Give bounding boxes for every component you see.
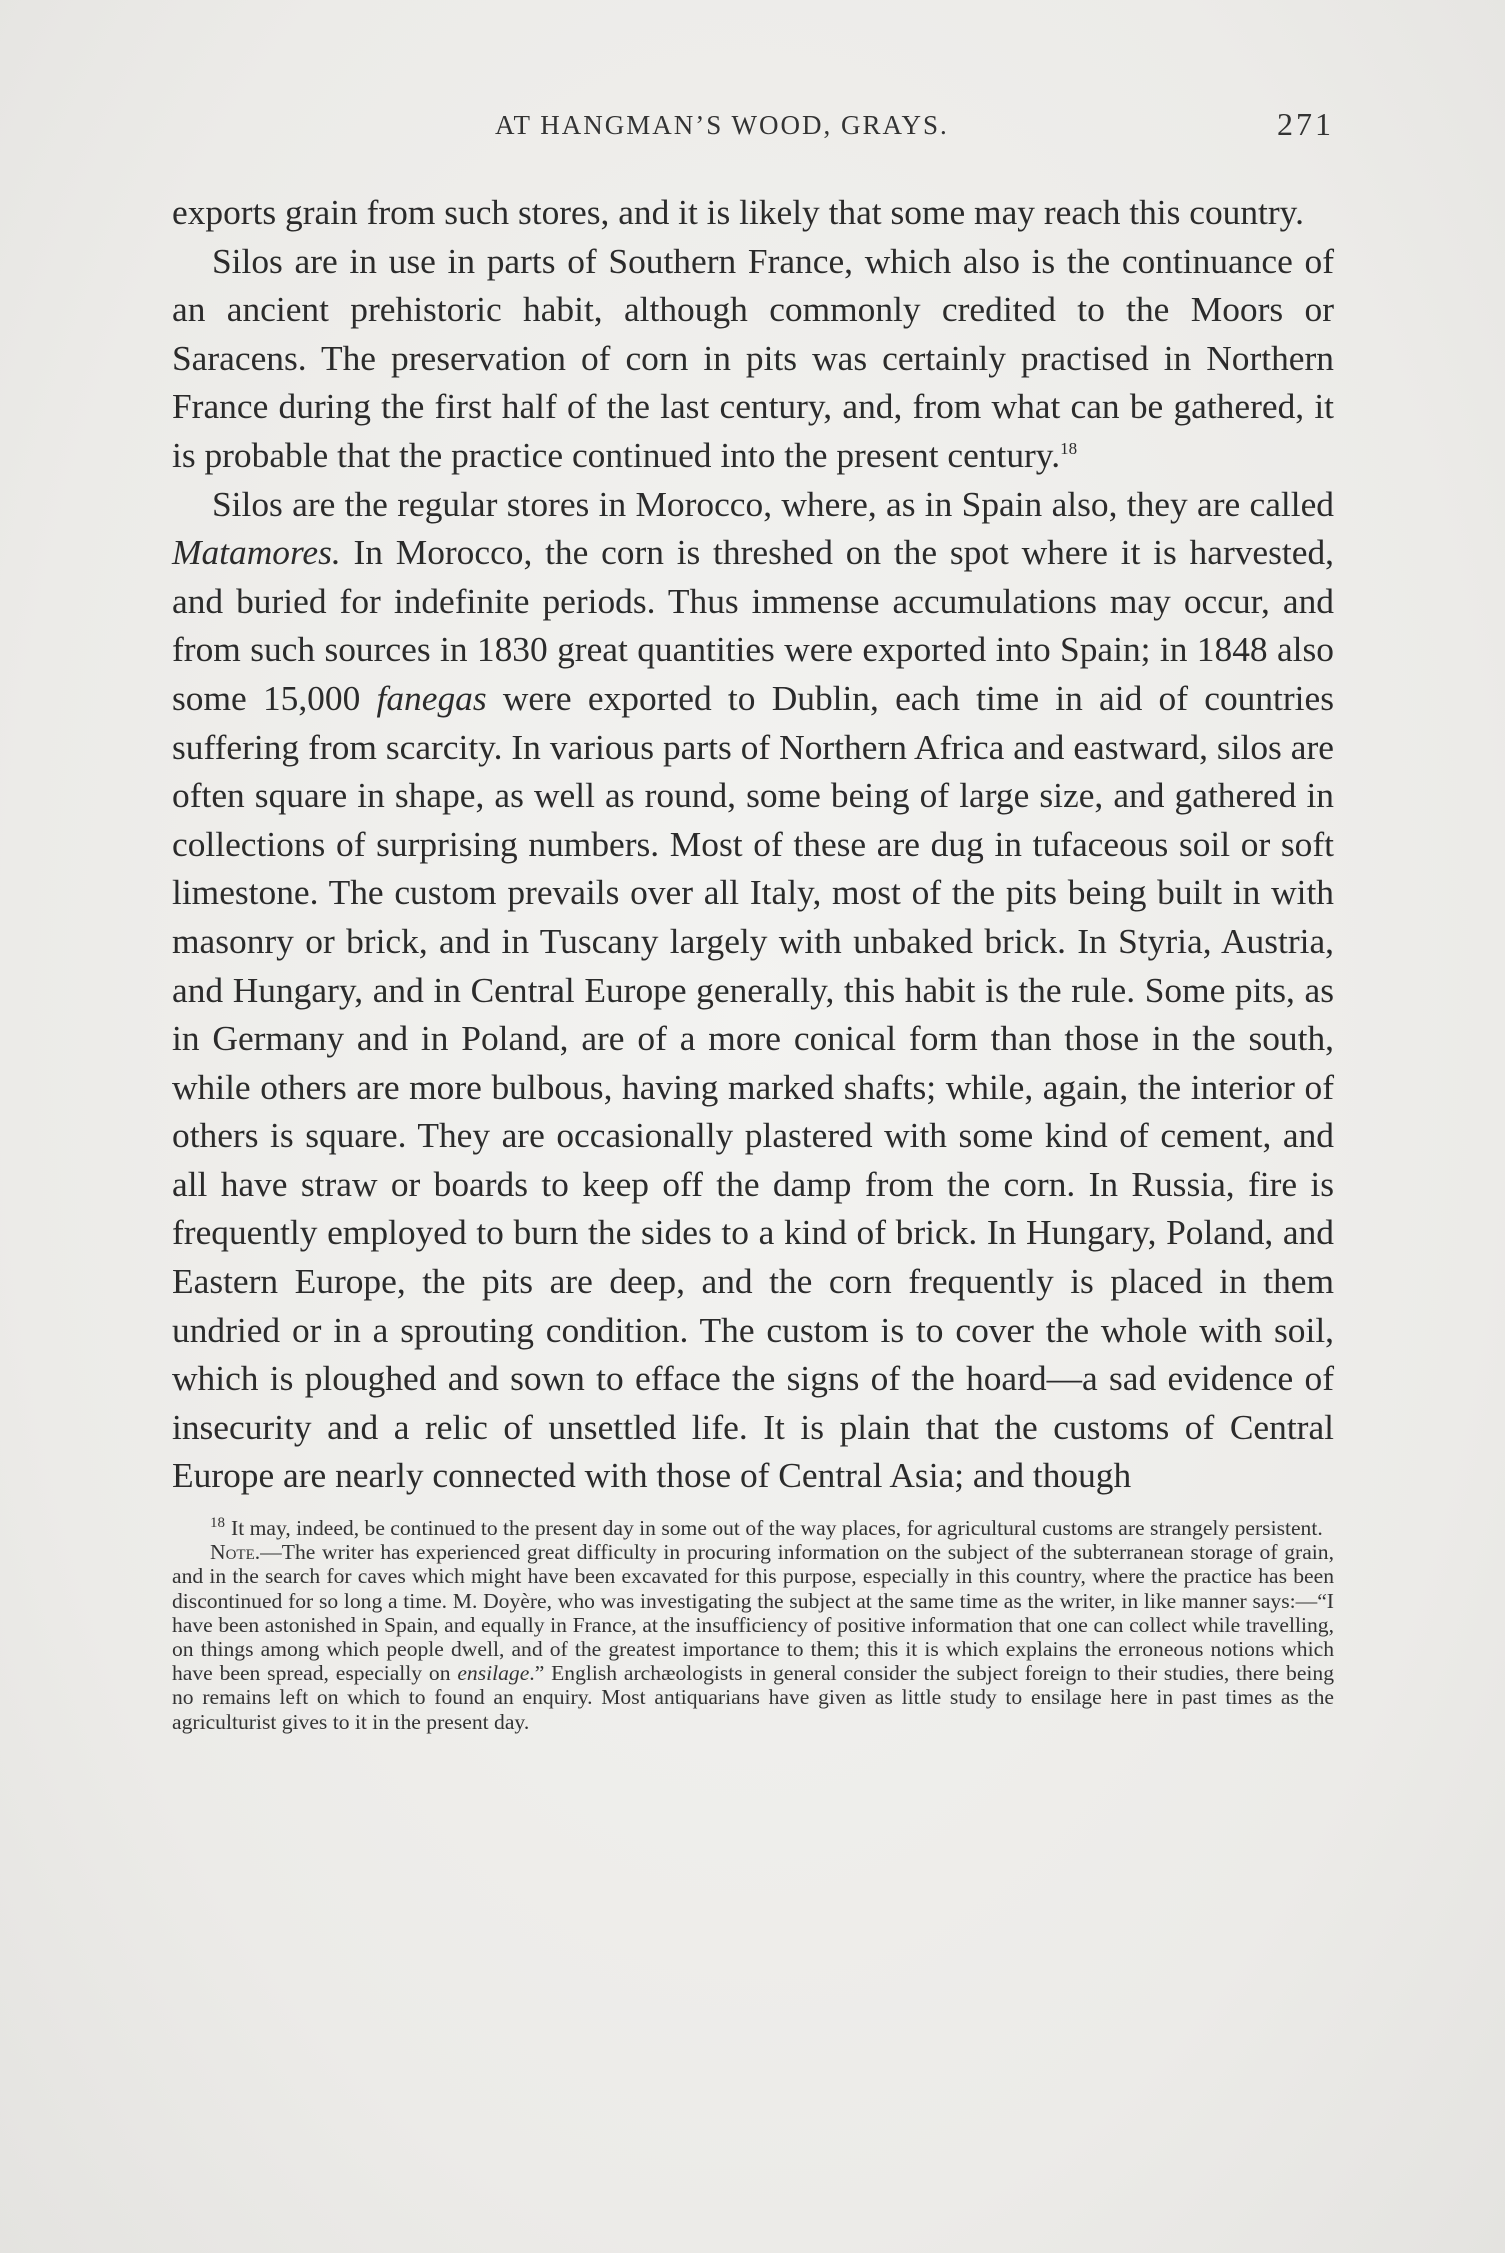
- page-number: 271: [1277, 106, 1334, 142]
- paragraph-3-italic-matamores: Matamores.: [172, 532, 341, 573]
- running-head: [172, 100, 1334, 160]
- note-italic-ensilage: ensilage: [457, 1661, 530, 1686]
- paragraph-3-text-a: Silos are the regular stores in Morocco, where, as in Spain also, they are called: [212, 483, 1334, 524]
- paragraph-3-text-c: were exported to Dublin, each time in aid of countries suffering from scarcity. In various parts of Northern Africa and eastward, silos are often square in shape, as well as round, some being of large size, and gathered in collections of surprising numbers. Most of these are dug in tufaceous soil or soft limestone. The custom prevails over all Italy, most of the pits being built in with masonry or brick, and in Tuscany largely with unbaked brick. In Styria, Austria, and Hungary, and in Central Europe generally, this habit is the rule. Some pits, as in Germany and in Poland, are of a more conical form than those in the south, while others are more bulbous, having marked shafts; while, again, the interior of others is square. They are occasionally plastered with some kind of cement, and all have straw or boards to keep off the damp from the corn. In Russia, fire is frequently employed to burn the sides to a kind of brick. In Hungary, Poland, and Eastern Europe, the pits are deep, and the corn frequently is placed in them undried or in a sprouting condition. The custom is to cover the whole with soil, which is ploughed and sown to efface the signs of the hoard—a sad evidence of insecurity and a relic of unsettled life. It is plain that the customs of Central Europe are nearly connected with those of Central Asia; and though: [172, 677, 1334, 1496]
- book-page: [172, 100, 1334, 1734]
- paragraph-2-text: Silos are in use in parts of Southern France, which also is the continuance of an ancient prehistoric habit, although commonly credited to the Moors or Saracens. The preservation of corn in pits was certainly practised in Northern France during the first half of the last century, and, from what can be gathered, it is probable that the practice continued into the present century.: [172, 240, 1334, 475]
- footnote-reference-18: 18: [1060, 439, 1078, 459]
- editorial-note: [172, 1540, 1334, 1734]
- note-text-a: —The writer has experienced great difficulty in procuring information on the subject of the subterranean storage of grain, and in the search for caves which might have been excavated for this purpose, especially in this country, where the practice has been discontinued for so long a time. M. Doyère, who was investigating the subject at the same time as the writer, in like manner says:—“I have been astonished in Spain, and equally in France, at the insufficiency of positive information that one can collect while travelling, on things among which people dwell, and of the greatest importance to them; this it is which explains the erroneous notions which have been spread, especially on: [172, 1540, 1334, 1686]
- note-text-b: .” English archæologists in general consider the subject foreign to their studies, there being no remains left on which to found an enquiry. Most antiquarians have given as little study to ensilage here in past times as the agriculturist gives to it in the present day.: [172, 1661, 1334, 1734]
- paragraph-3-text-b: In Morocco, the corn is threshed on the spot where it is harvested, and buried for indefinite periods. Thus immense accumulations may occur, and from such sources in 1830 great quantities were exported into Spain; in 1848 also some 15,000: [172, 532, 1334, 718]
- running-title: AT HANGMAN’S WOOD, GRAYS.: [495, 110, 949, 140]
- body-text: [172, 188, 1334, 1500]
- paragraph-1: [172, 188, 1334, 237]
- paragraph-1-text: exports grain from such stores, and it is likely that some may reach this country.: [172, 192, 1304, 232]
- footnote-18-mark: 18: [210, 1514, 225, 1531]
- footnote-18-text: It may, indeed, be continued to the present day in some out of the way places, for agricultural customs are strangely persistent.: [231, 1516, 1323, 1541]
- footnote-18: [172, 1516, 1334, 1540]
- note-label: Note.: [210, 1540, 261, 1565]
- paragraph-2: [172, 237, 1334, 480]
- paragraph-3-italic-fanegas: fanegas: [376, 677, 487, 718]
- footnotes: [172, 1516, 1334, 1734]
- paragraph-3: [172, 480, 1334, 1500]
